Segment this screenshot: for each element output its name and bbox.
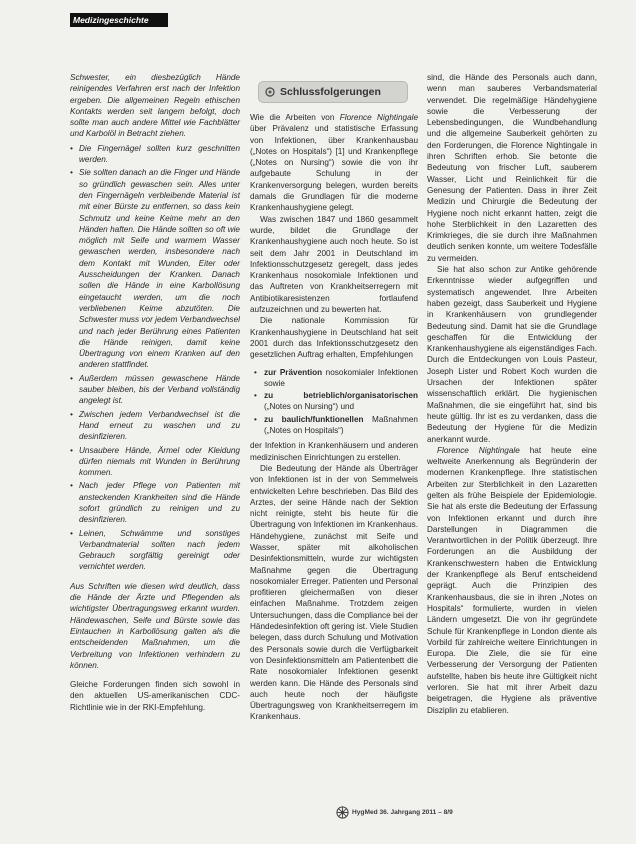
- list-item: • Leinen, Schwämme und sonstiges Verbandmaterial sollten nach jedem Gebrauch sorgfältig gereinigt oder vernichtet werden.: [70, 528, 240, 573]
- paragraph-text: hat heute eine weltweite Anerkennung als Begründerin der modernen Krankenpflege. Ihre statistischen Arbeiten zur Sterblichkeit in den Lazaretten gelten als frühe Beispiele der Epidemiologie. Sie hat als erste die Bedeutung der Erfassung von Infektionen erkannt und durch ihre Darstellungen in Diagrammen die Verantwortlichen in der Politik überzeugt. Ihre Forderungen an die Ausbildung der Krankenschwestern haben die Entwicklung der Krankenpflege als Beruf entscheidend geprägt. Auch die Prinzipien des Krankenhausbaus, die sie in ihren „Notes on Hospitals“ formulierte, wurden in vielen Ländern umgesetzt. Die von ihr gegründete Schule für Krankenpflege in London diente als Vorbild für zahlreiche weitere Einrichtungen in Europa. Die Ziele, die sie für eine Verbesserung der Versorgung der Patienten aufstellte, haben bis heute ihre Gültigkeit nicht verloren. Sie hat mit ihrer Arbeit dazu beigetragen, die Hygiene als präventive Disziplin zu etablieren.: [427, 445, 597, 715]
- list-item: • Unsaubere Hände, Ärmel oder Kleidung dürfen niemals mit Wunden in Berührung kommen.: [70, 445, 240, 479]
- list-item: [250, 390, 418, 413]
- list-item: • Die Fingernägel sollten kurz geschnitten werden.: [70, 143, 240, 166]
- list-item: • Sie sollten danach an die Finger und Hände so gründlich gewaschen sein. Alles unter den Fingernägeln verbleibende Material ist mit einer Bürste zu entfernen, so dass kein Schmutz und keine Keime mehr an den Händen haften. Die Hände sollten so oft wie möglich mit Seife und warmem Wasser gewaschen werden, insbesondere nach dem Kontakt mit Wunden, Eiter oder Ausscheidungen der Kranken. Danach sollen die Hände in eine Karbollösung eingetaucht werden, um die noch verbliebenen Keime abzutöten. Die Schwester muss vor jedem Verbandwechsel und nach jeder Berührung eines Patienten die Hände reinigen, damit keine Übertragung von einem Kranken auf den anderen stattfindet.: [70, 167, 240, 370]
- hand-hygiene-rules-list: [70, 143, 240, 573]
- conclusions-heading: Schlussfolgerungen: [280, 86, 381, 98]
- section-marker-icon: [265, 87, 275, 97]
- column-right: [427, 72, 597, 716]
- person-name: Florence Nightingale: [339, 113, 418, 122]
- list-item: • Nach jeder Pflege von Patienten mit ansteckenden Krankheiten sind die Hände sofort gründlich zu reinigen und zu desinfizieren.: [70, 480, 240, 525]
- list-item: • Zwischen jedem Verbandwechsel ist die Hand erneut zu waschen und zu desinfizieren.: [70, 409, 240, 443]
- column-left: [70, 72, 240, 713]
- paragraph-text: Wie die Arbeiten von: [250, 113, 340, 122]
- section-label: Medizingeschichte: [70, 13, 168, 27]
- conclusions-heading-box: [258, 81, 408, 103]
- paragraph: Die nationale Kommission für Krankenhaushygiene in Deutschland hat seit 2001 durch das Infektionsschutzgesetz den gesetzlichen Auftrag erhalten, Empfehlungen: [250, 316, 418, 360]
- person-name: Florence Nightingale: [437, 445, 520, 455]
- list-item-text: nosokomialer Infektionen sowie: [264, 367, 418, 388]
- paragraph: Was zwischen 1847 und 1860 gesammelt wurde, bildet die Grundlage der Krankenhaushygiene auch noch heute. So ist seit dem Jahr 2001 in Deutschland im Infektionsschutzgesetz geregelt, dass jedes Krankenhaus nosokomiale Infektionen und das Auftreten von Krankheitserregern mit Antibiotikaresistenzen fortlaufend aufzuzeichnen und zu bewerten hat.: [250, 214, 418, 315]
- paragraph: [250, 112, 418, 214]
- list-item: [250, 414, 418, 437]
- journal-footer: HygMed 36. Jahrgang 2011 – 8/9: [352, 809, 453, 816]
- paragraph: Sie hat also schon zur Antike gehörende Erkenntnisse wieder aufgegriffen und systematisch angewendet. Ihre Arbeiten haben gezeigt, dass Sauberkeit und Hygiene in Krankenhäusern von grundlegender Bedeutung sind. Damit hat sie die Grundlage geschaffen für die Entwicklung der Krankenhaushygiene als eigenständiges Fach. Durch die Entdeckungen von Louis Pasteur, Joseph Lister und Robert Koch wurden die Ursachen der Infektionen später wissenschaftlich erklärt. Die hygienischen Maßnahmen, die sie eingeführt hat, sind bis heute gültig. Ihr ist es zu verdanken, dass die Bedeutung der Hygiene für die Medizin anerkannt wurde.: [427, 265, 597, 444]
- list-item: • Außerdem müssen gewaschene Hände sauber bleiben, bis der Verband vollständig angelegt ist.: [70, 373, 240, 407]
- list-item-text: („Notes on Nursing“) und: [264, 402, 355, 412]
- paragraph: sind, die Hände des Personals auch dann, wenn man sauberes Verbandsmaterial verwendet. Die regelmäßige Händehygiene sowie die Verbesserung der Lebensbedingungen, die Wundbehandlung und die allgemeine Sauberkeit gehörten zu den Forderungen, die Florence Nightingale in ihren Schriften erhob. Sie betonte die Bedeutung von frischer Luft, sauberem Wasser, Licht und Reinlichkeit für die Genesung der Patienten. Dass in ihrer Zeit Medizin und Chirurgie die Bedeutung der Hygiene noch nicht erkannt hatten, zeigt die hohe Sterblichkeit in den Lazaretten des Krimkrieges, die sie durch ihre Maßnahmen deutlich senken konnte, um weitere Todesfälle zu vermeiden.: [427, 73, 597, 263]
- paragraph: der Infektion in Krankenhäusern und anderen medizinischen Einrichtungen zu erstellen.: [250, 441, 418, 462]
- list-item: [250, 367, 418, 390]
- recommendation-list: [250, 367, 418, 437]
- list-item-emphasis: zur Prävention: [264, 367, 323, 377]
- paragraph: [427, 445, 597, 716]
- quote-paragraph: Aus Schriften wie diesen wird deutlich, dass die Hände der Ärzte und Pflegenden als wichtigster Übertragungsweg erkannt wurden. Händewaschen, Seife und Bürste sowie das Eintauchen in Karbollösung galten als die entscheidenden Maßnahmen, um die Verbreitung von Infektionen verhindern zu können.: [70, 581, 240, 670]
- paragraph: Die Bedeutung der Hände als Überträger von Infektionen ist in der von Semmelweis entwickelten Lehre beschrieben. Das Bild des Arztes, der seine Hände nach der Sektion nicht reinigte, steht bis heute für die Übertragung von Infektionen im Krankenhaus. Händehygiene, zunächst mit Seife und Wasser, später mit alkoholischen Desinfektionsmitteln, wurde zur wichtigsten Maßnahme gegen die Übertragung nosokomialer Erreger. Patienten und Personal profitieren gleichermaßen von dieser einfachen Maßnahme. Trotzdem zeigen Untersuchungen, dass die Compliance bei der Händedesinfektion oft gering ist. Viele Studien belegen, dass durch Schulung und Motivation des Personals sowie durch die Verfügbarkeit von Desinfektionsmitteln am Patientenbett die Rate nosokomialer Infektionen gesenkt werden kann. Die Hände des Personals sind auch heute noch der häufigste Übertragungsweg von Krankheitserregern im Krankenhaus.: [250, 463, 418, 722]
- intro-paragraph: Schwester, ein diesbezüglich Hände reinigendes Verfahren erst nach der Infektion ergeben. Die allgemeinen Regeln ethischen Kontakts werden seit langem befolgt, doch sollte man auch andere Mittel wie Fachblätter und Karbolöl in Betracht ziehen.: [70, 73, 240, 139]
- list-item-emphasis: zu baulich/funktionellen: [264, 414, 364, 424]
- paragraph-text: über Prävalenz und statistische Erfassung von Infektionen, über Krankenhausbau („Notes on Hospitals“) [1] und Krankenpflege („Notes on Nursing“) sowie die von ihr aufgebaute Schulung in der Krankenversorgung belegen, wurden bereits damals die Grundlagen für die moderne Krankenhaushygiene gelegt.: [250, 124, 418, 213]
- list-item-emphasis: zu betrieblich/organisatorischen: [264, 391, 418, 401]
- column-middle: [250, 112, 418, 723]
- closing-paragraph: Gleiche Forderungen finden sich sowohl in den aktuellen US-amerikanischen CDC-Richtlinie wie in der RKI-Empfehlung.: [70, 680, 240, 712]
- journal-logo-icon: [336, 806, 349, 819]
- list-item-text: Maßnahmen („Notes on Hospitals“): [264, 414, 418, 436]
